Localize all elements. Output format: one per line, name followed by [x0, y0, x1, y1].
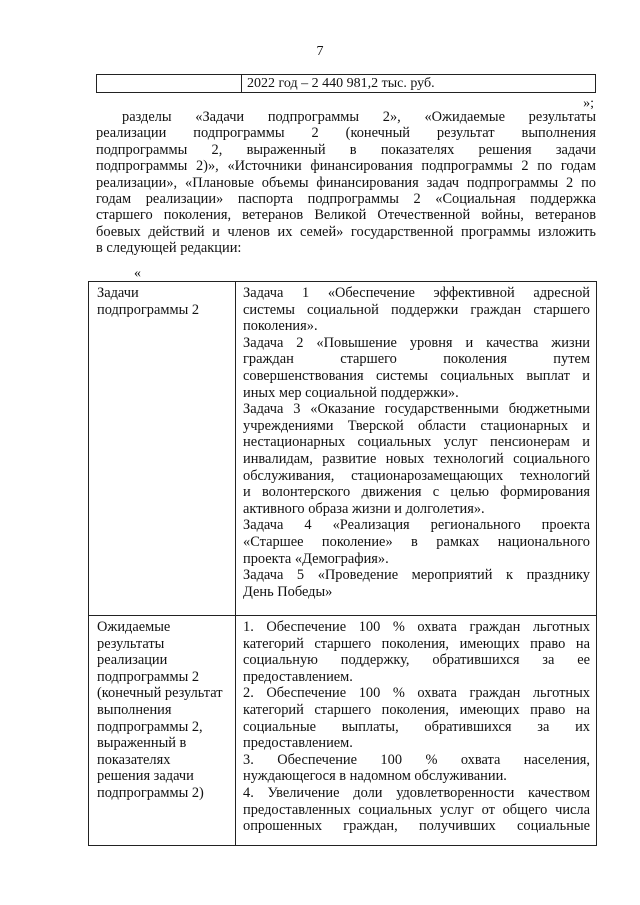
label-line: решения задачи: [97, 768, 194, 785]
content-line: совершенствования системы социальных выплат и: [243, 367, 590, 384]
table-row-divider: [89, 615, 596, 616]
label-line: подпрограммы 2: [97, 301, 200, 318]
paragraph-line: разделы «Задачи подпрограммы 2», «Ожидаемые результаты: [122, 109, 596, 125]
content-line: День Победы»: [243, 583, 333, 600]
label-line: реализации: [97, 652, 168, 669]
paragraph-line: реализации», «Плановые объемы финансирования задач подпрограммы 2 по: [96, 174, 596, 191]
content-line: обслуживания, стационарозамещающих технологий: [243, 467, 590, 484]
label-line: подпрограммы 2,: [97, 718, 203, 735]
content-line: Задача 2 «Повышение уровня и качества жизни: [243, 334, 590, 351]
content-line: социальную поддержку, обратившихся за ее: [243, 652, 590, 669]
label-line: Задачи: [97, 285, 139, 301]
content-line: предоставленных социальных услуг от общего числа: [243, 801, 590, 818]
label-line: результаты: [97, 635, 165, 652]
label-line: показателях: [97, 751, 171, 768]
page-number: 7: [316, 44, 324, 59]
content-line: инвалидам, развитие новых технологий социального: [243, 450, 590, 467]
label-line: (конечный результат: [97, 685, 223, 702]
content-line: проекта «Демография».: [243, 550, 389, 567]
continuation-table: [96, 74, 596, 93]
label-line: выполнения: [97, 701, 172, 718]
row-label-expected-results: [97, 619, 233, 802]
label-line: Ожидаемые: [97, 619, 171, 635]
content-line: иных мер социальной поддержки».: [243, 384, 459, 401]
paragraph-line: в следующей редакции:: [96, 240, 242, 257]
content-line: социальные выплаты, обратившихся за их: [243, 718, 590, 735]
label-line: выраженный в: [97, 735, 187, 752]
content-line: 1. Обеспечение 100 % охвата граждан льготных: [243, 619, 590, 635]
subprogram-table: [88, 281, 597, 846]
paragraph-line: подпрограммы 2, выраженный в показателях решения задачи: [96, 141, 596, 158]
table-column-divider: [235, 282, 236, 845]
content-line: учреждениями Тверской области стационарных и: [243, 417, 590, 434]
paragraph-line: реализации подпрограммы 2 (конечный результат выполнения: [96, 125, 596, 142]
content-line: предоставлением.: [243, 668, 353, 685]
label-line: подпрограммы 2: [97, 668, 200, 685]
content-line: нестационарных социальных услуг пенсионерам и: [243, 434, 590, 451]
content-line: нуждающегося в надомном обслуживании.: [243, 768, 507, 785]
paragraph-line: боевых действий и членов их семей» государственной программы изложить: [96, 223, 596, 240]
content-line: Задача 3 «Оказание государственными бюджетными: [243, 401, 590, 418]
closing-quote: »;: [583, 96, 594, 111]
opening-quote: «: [134, 266, 141, 281]
content-line: предоставлением.: [243, 735, 353, 752]
content-line: системы социальной поддержки граждан старшего: [243, 301, 590, 318]
content-line: 2. Обеспечение 100 % охвата граждан льготных: [243, 685, 590, 702]
content-line: «Старшее поколение» в рамках национального: [243, 533, 590, 550]
row-content-tasks: [243, 285, 590, 600]
paragraph-line: старшего поколения, ветеранов Великой Отечественной войны, ветеранов: [96, 207, 596, 224]
body-paragraph: [96, 109, 596, 257]
content-line: поколения».: [243, 318, 318, 335]
content-line: активного образа жизни и долголетия».: [243, 500, 485, 517]
content-line: граждан старшего поколения путем: [243, 351, 590, 368]
paragraph-line: годам реализации» паспорта подпрограммы 2 «Социальная поддержка: [96, 190, 596, 207]
content-line: и волонтерского движения с целью формирования: [243, 484, 590, 501]
content-line: Задача 5 «Проведение мероприятий к празднику: [243, 567, 590, 584]
row-label-tasks: [97, 285, 233, 318]
table-column-divider: [241, 75, 242, 92]
label-line: подпрограммы 2): [97, 784, 204, 801]
content-line: Задача 4 «Реализация регионального проекта: [243, 517, 590, 534]
financing-total-cell: 2022 год – 2 440 981,2 тыс. руб.: [247, 76, 435, 91]
content-line: категорий старшего поколения, имеющих право на: [243, 635, 590, 652]
content-line: категорий старшего поколения, имеющих право на: [243, 701, 590, 718]
content-line: 4. Увеличение доли удовлетворенности качеством: [243, 784, 590, 801]
paragraph-line: подпрограммы 2)», «Источники финансирования подпрограммы 2 по годам: [96, 158, 596, 175]
row-content-expected-results: [243, 619, 590, 835]
content-line: опрошенных граждан, получивших социальные: [243, 818, 590, 835]
content-line: Задача 1 «Обеспечение эффективной адресной: [243, 285, 590, 301]
content-line: 3. Обеспечение 100 % охвата населения,: [243, 751, 590, 768]
